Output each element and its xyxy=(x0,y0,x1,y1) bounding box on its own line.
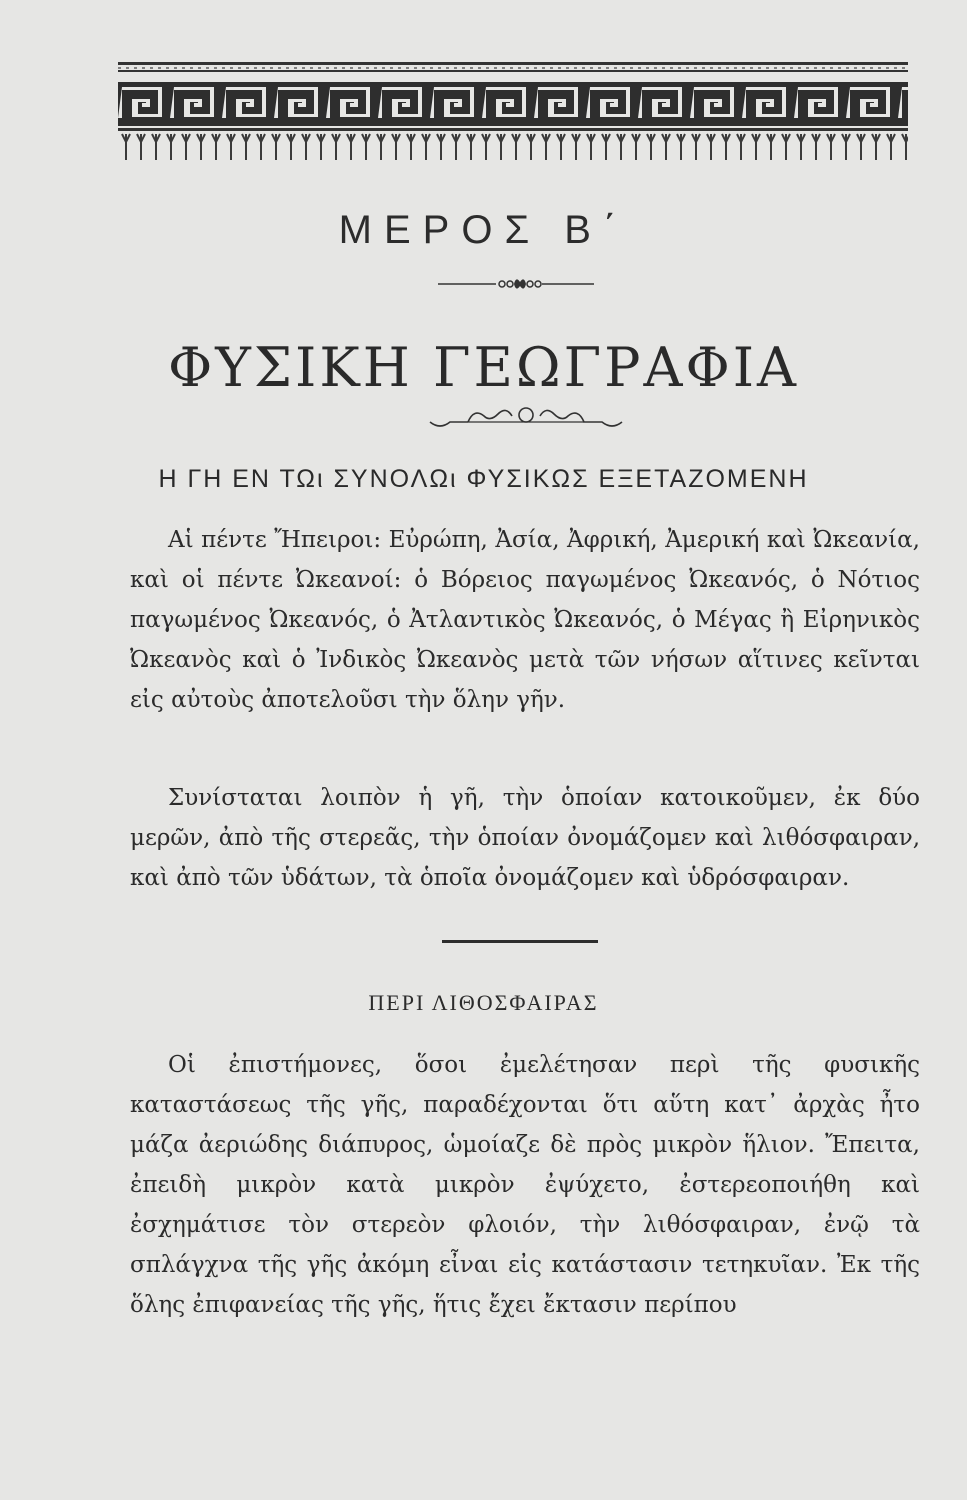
greek-key-ornament xyxy=(118,60,908,165)
main-title: ΦΥΣΙΚΗ ΓΕΩΓΡΑΦΙΑ xyxy=(167,336,800,399)
part-title: ΜΕΡΟΣ Β΄ xyxy=(338,208,629,252)
paragraph-lithosphere xyxy=(130,1045,920,1325)
small-ornament-divider xyxy=(438,272,594,296)
paragraph-text: Οἱ ἐπιστήμονες, ὅσοι ἐμελέτησαν περὶ τῆς φυσικῆς καταστάσεως τῆς γῆς, παραδέχονται ὅτι αὕτη κατ᾽ ἀρχὰς ἦτο μάζα ἀεριώδης διάπυρος, ὡμοίαζε δὲ πρὸς μικρὸν ἥλιον. Ἔπειτα, ἐπειδὴ μικρὸν κατὰ μικρὸν ἐψύχετο, ἐστερεοποιήθη καὶ ἐσχημάτισε τὸν στερεὸν φλοιόν, τὴν λιθόσφαιραν, ἐνῷ τὰ σπλάγχνα τῆς γῆς ἀκόμη εἶναι εἰς κατάστασιν τετηκυῖαν. Ἐκ τῆς ὅλης ἐπιφανείας τῆς γῆς, ἥτις ἔχει ἔκτασιν περίπου xyxy=(130,1052,920,1318)
paragraph-text: Συνίσταται λοιπὸν ἡ γῆ, τὴν ὁποίαν κατοικοῦμεν, ἐκ δύο μερῶν, ἀπὸ τῆς στερεᾶς, τὴν ὁποίαν ὀνομάζομεν καὶ λιθόσφαιραν, καὶ ἀπὸ τῶν ὑδάτων, τὰ ὁποῖα ὀνομάζομεν καὶ ὑδρόσφαιραν. xyxy=(130,785,920,891)
paragraph-text: Αἱ πέντε Ἤπειροι: Εὐρώπη, Ἀσία, Ἀφρική, Ἀμερική καὶ Ὠκεανία, καὶ οἱ πέντε Ὠκεανοί: ὁ Βόρειος παγωμένος Ὠκεανός, ὁ Νότιος παγωμένος Ὠκεανός, ὁ Ἀτλαντικὸς Ὠκεανός, ὁ Μέγας ἢ Εἰρηνικὸς Ὠκεανὸς καὶ ὁ Ἰνδικὸς Ὠκεανὸς μετὰ τῶν νήσων αἵτινες κεῖνται εἰς αὐτοὺς ἀποτελοῦσι τὴν ὅλην γῆν. xyxy=(130,527,920,713)
chapter-heading: Η ΓΗ ΕΝ ΤΩι ΣΥΝΟΛΩι ΦΥΣΙΚΩΣ ΕΞΕΤΑΖΟΜΕΝΗ xyxy=(158,465,809,493)
section-heading: ΠΕΡΙ ΛΙΘΟΣΦΑΙΡΑΣ xyxy=(368,990,599,1015)
paragraph-earth-composition xyxy=(130,778,920,898)
paragraph-continents-oceans xyxy=(130,520,920,720)
section-divider-rule xyxy=(442,940,598,943)
scroll-ornament-divider xyxy=(428,400,624,430)
